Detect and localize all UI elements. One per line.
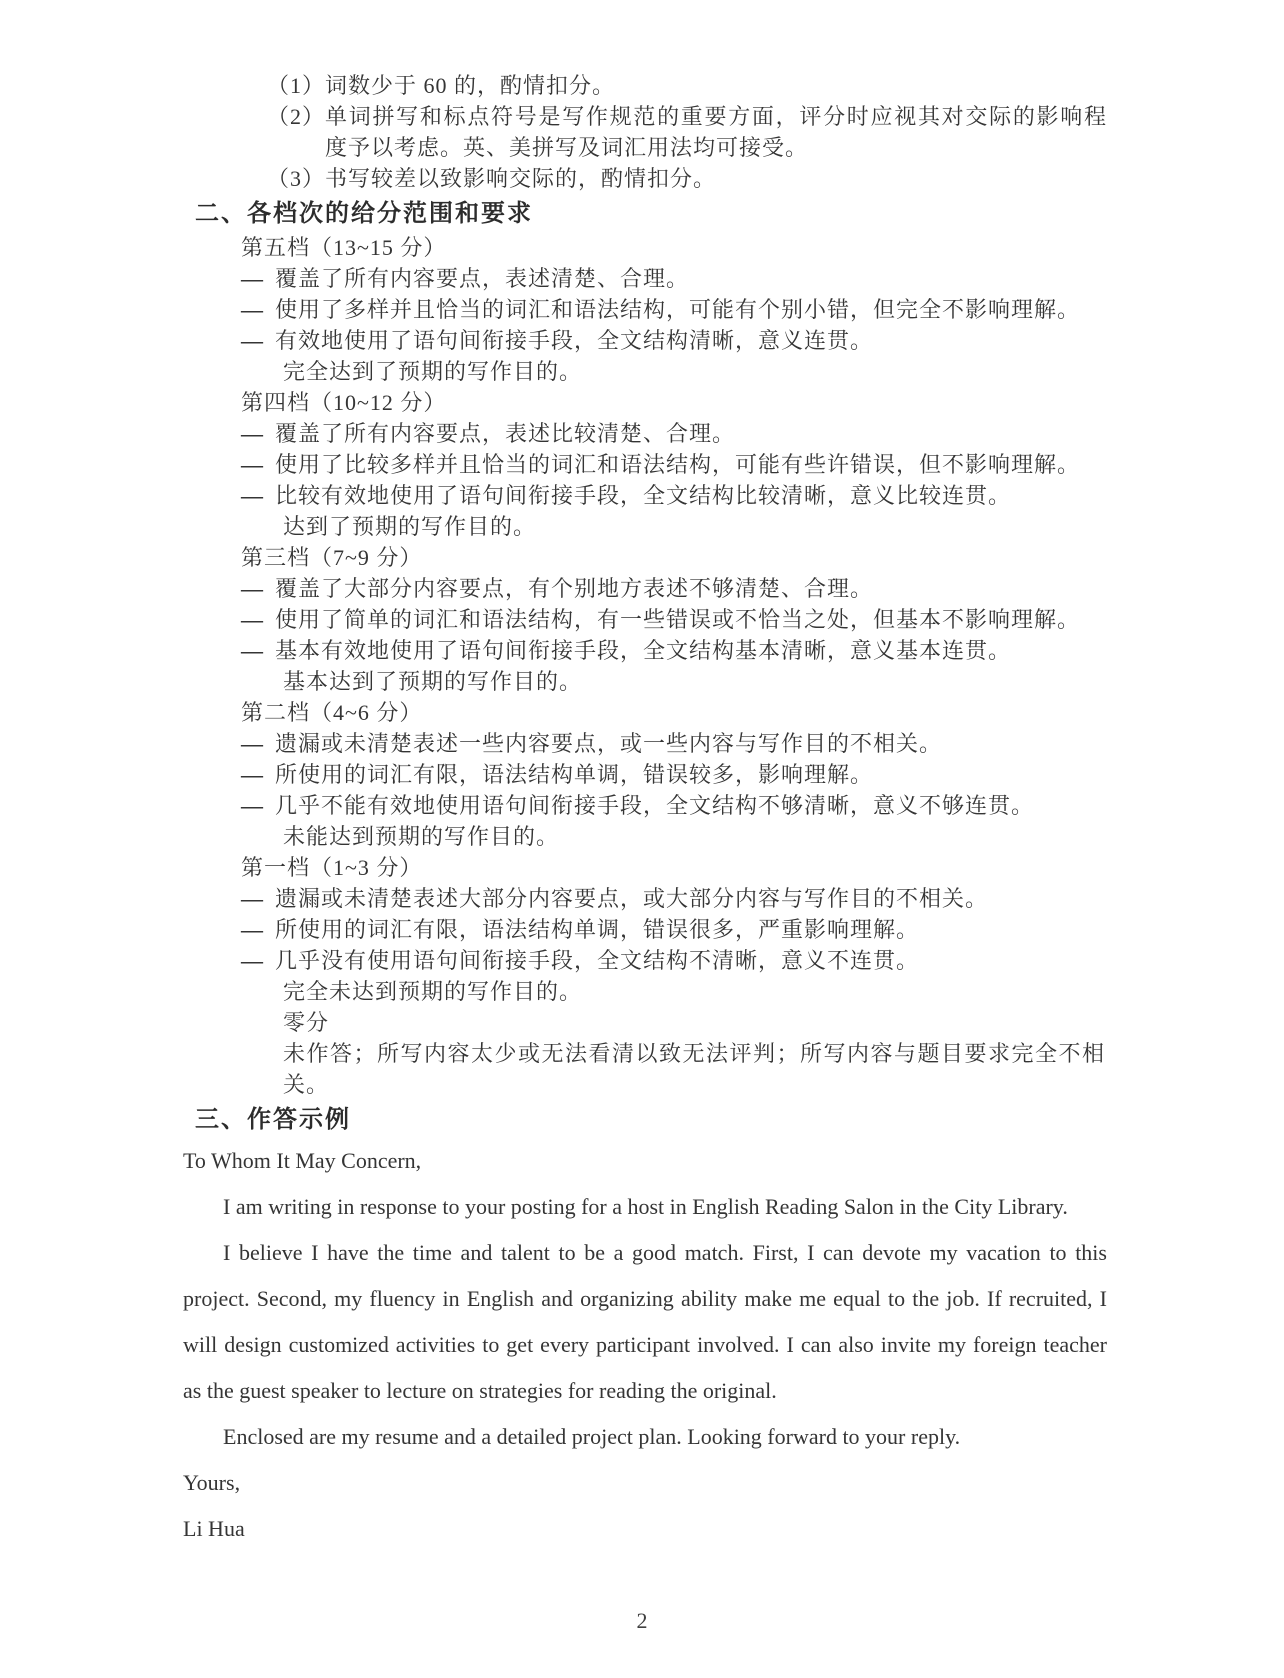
- bullet-dash: —: [241, 731, 264, 756]
- band-bullet: [241, 790, 1107, 821]
- letter-paragraph: Enclosed are my resume and a detailed project plan. Looking forward to your reply.: [223, 1424, 961, 1449]
- band-bullet: [241, 604, 1107, 635]
- note-text: 单词拼写和标点符号是写作规范的重要方面，评分时应视其对交际的影响程度予以考虑。英、美拼写及词汇用法均可接受。: [325, 104, 1107, 160]
- bullet-text: 所使用的词汇有限，语法结构单调，错误很多，严重影响理解。: [275, 917, 920, 942]
- band-bullet: [241, 480, 1107, 511]
- letter-salutation: To Whom It May Concern,: [183, 1148, 422, 1173]
- page-number: 2: [636, 1608, 648, 1633]
- bullet-dash: —: [241, 948, 264, 973]
- letter-paragraph: I believe I have the time and talent to be a good match. First, I can devote my vacation to this project. Second, my fluency in English and organizing ability make me equal to the job. If recruited, I will design customized activities to get every participant involved. I can also invite my foreign teacher as the guest speaker to lecture on strategies for reading the original.: [183, 1240, 1107, 1403]
- scoring-notes: [183, 70, 1107, 194]
- bullet-dash: —: [241, 266, 264, 291]
- grading-bands: [183, 232, 1107, 1100]
- note-number: （1）: [267, 73, 326, 98]
- bullet-dash: —: [241, 452, 264, 477]
- bullet-dash: —: [241, 576, 264, 601]
- band-conclusion: 基本达到了预期的写作目的。: [283, 669, 583, 694]
- letter-paragraph: I am writing in response to your posting for a host in English Reading Salon in the City Library.: [223, 1194, 1068, 1219]
- note-item: [267, 101, 1107, 163]
- bullet-text: 遗漏或未清楚表述一些内容要点，或一些内容与写作目的不相关。: [275, 731, 943, 756]
- band-bullet: [241, 945, 1107, 976]
- band-bullet: [241, 759, 1107, 790]
- bullet-dash: —: [241, 762, 264, 787]
- bullet-text: 使用了多样并且恰当的词汇和语法结构，可能有个别小错，但完全不影响理解。: [275, 297, 1081, 322]
- bullet-text: 使用了比较多样并且恰当的词汇和语法结构，可能有些许错误，但不影响理解。: [275, 452, 1081, 477]
- sample-letter: [183, 1138, 1107, 1552]
- page-content: [183, 70, 1107, 1552]
- bullet-text: 所使用的词汇有限，语法结构单调，错误较多，影响理解。: [275, 762, 874, 787]
- bullet-dash: —: [241, 638, 264, 663]
- bullet-dash: —: [241, 421, 264, 446]
- band-title: 第四档（10~12 分）: [241, 390, 447, 415]
- bullet-dash: —: [241, 483, 264, 508]
- bullet-text: 基本有效地使用了语句间衔接手段，全文结构基本清晰，意义基本连贯。: [275, 638, 1012, 663]
- bullet-dash: —: [241, 917, 264, 942]
- band-title: 第五档（13~15 分）: [241, 235, 447, 260]
- letter-signature: Li Hua: [183, 1516, 245, 1541]
- bullet-text: 使用了简单的词汇和语法结构，有一些错误或不恰当之处，但基本不影响理解。: [275, 607, 1081, 632]
- band-bullet: [241, 573, 1107, 604]
- note-item: [267, 70, 1107, 101]
- band-title: 第三档（7~9 分）: [241, 545, 423, 570]
- band-conclusion: 未能达到预期的写作目的。: [283, 824, 560, 849]
- note-number: （2）: [267, 104, 326, 129]
- note-text: 词数少于 60 的，酌情扣分。: [325, 73, 616, 98]
- band-bullet: [241, 635, 1107, 666]
- letter-closing: Yours,: [183, 1470, 241, 1495]
- bullet-dash: —: [241, 886, 264, 911]
- bullet-text: 覆盖了大部分内容要点，有个别地方表述不够清楚、合理。: [275, 576, 874, 601]
- bullet-text: 覆盖了所有内容要点，表述清楚、合理。: [275, 266, 690, 291]
- section-three-heading: 三、作答示例: [195, 1106, 351, 1133]
- band-title: 第一档（1~3 分）: [241, 855, 423, 880]
- band-title: 第二档（4~6 分）: [241, 700, 423, 725]
- bullet-text: 遗漏或未清楚表述大部分内容要点，或大部分内容与写作目的不相关。: [275, 886, 989, 911]
- band-bullet: [241, 449, 1107, 480]
- bullet-dash: —: [241, 297, 264, 322]
- band-bullet: [241, 263, 1107, 294]
- band-bullet: [241, 294, 1107, 325]
- band-conclusion: 完全未达到预期的写作目的。: [283, 979, 583, 1004]
- bullet-dash: —: [241, 607, 264, 632]
- zero-score-description: 未作答；所写内容太少或无法看清以致无法评判；所写内容与题目要求完全不相关。: [283, 1041, 1105, 1097]
- bullet-text: 比较有效地使用了语句间衔接手段，全文结构比较清晰，意义比较连贯。: [275, 483, 1012, 508]
- band-bullet: [241, 325, 1107, 356]
- band-conclusion: 达到了预期的写作目的。: [283, 514, 537, 539]
- section-two-heading: 二、各档次的给分范围和要求: [195, 200, 533, 227]
- band-bullet: [241, 728, 1107, 759]
- zero-score-label: 零分: [283, 1010, 330, 1035]
- bullet-text: 有效地使用了语句间衔接手段，全文结构清晰，意义连贯。: [275, 328, 874, 353]
- note-number: （3）: [267, 166, 326, 191]
- bullet-text: 几乎不能有效地使用语句间衔接手段，全文结构不够清晰，意义不够连贯。: [275, 793, 1035, 818]
- bullet-text: 覆盖了所有内容要点，表述比较清楚、合理。: [275, 421, 736, 446]
- note-item: [267, 163, 1107, 194]
- band-bullet: [241, 914, 1107, 945]
- note-text: 书写较差以致影响交际的，酌情扣分。: [325, 166, 717, 191]
- bullet-dash: —: [241, 793, 264, 818]
- band-bullet: [241, 883, 1107, 914]
- band-conclusion: 完全达到了预期的写作目的。: [283, 359, 583, 384]
- bullet-text: 几乎没有使用语句间衔接手段，全文结构不清晰，意义不连贯。: [275, 948, 920, 973]
- bullet-dash: —: [241, 328, 264, 353]
- band-bullet: [241, 418, 1107, 449]
